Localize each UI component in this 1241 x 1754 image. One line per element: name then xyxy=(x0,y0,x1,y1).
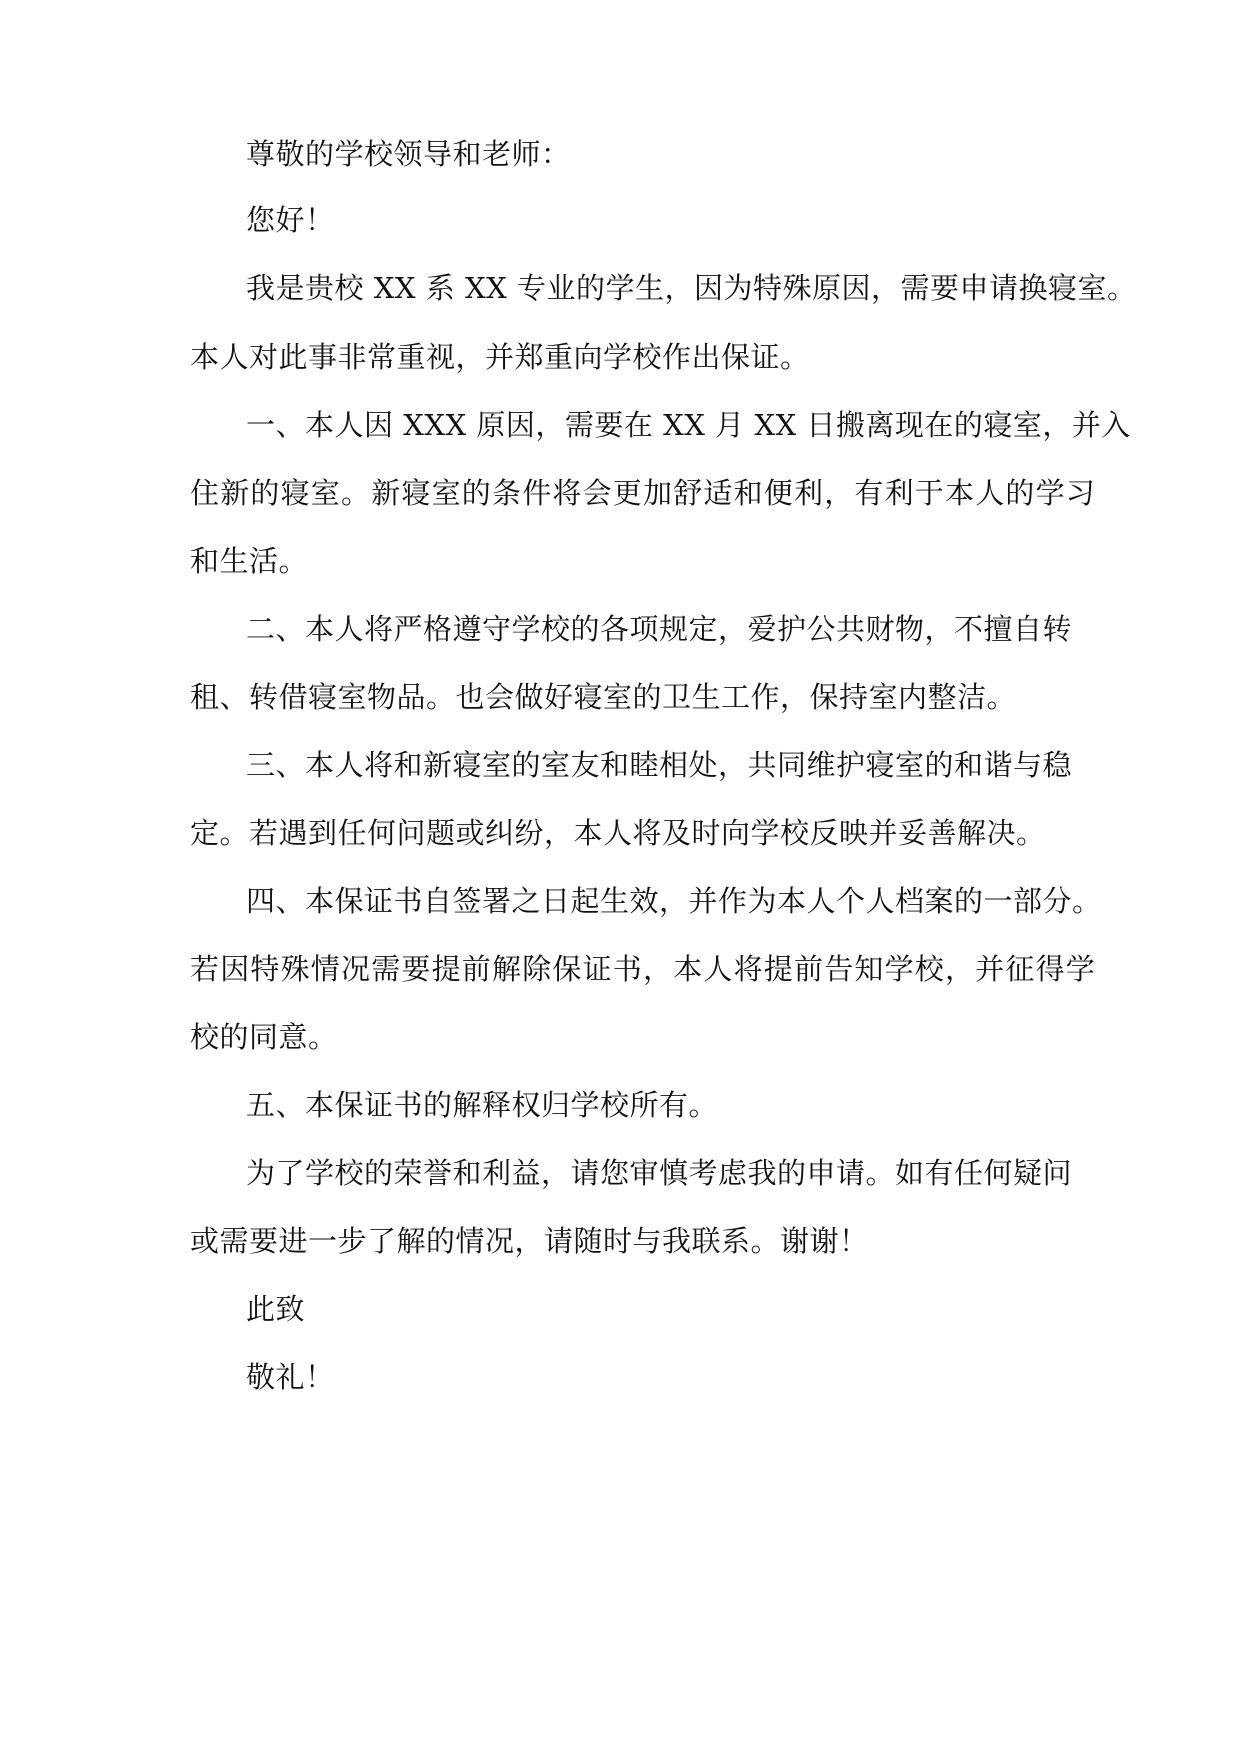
intro-line-1: 我是贵校 XX 系 XX 专业的学生，因为特殊原因，需要申请换寝室。 xyxy=(246,271,1137,305)
item-four-line-3: 校的同意。 xyxy=(190,1020,338,1054)
salutation: 尊敬的学校领导和老师： xyxy=(246,137,571,171)
item-one-line-1: 一、本人因 XXX 原因，需要在 XX 月 XX 日搬离现在的寝室，并入 xyxy=(246,408,1131,442)
closing-request-line-1: 为了学校的荣誉和利益，请您审慎考虑我的申请。如有任何疑问 xyxy=(246,1156,1073,1190)
sign-off-line-2: 敬礼！ xyxy=(246,1360,335,1394)
item-four-line-1: 四、本保证书自签署之日起生效，并作为本人个人档案的一部分。 xyxy=(246,884,1102,918)
item-four-line-2: 若因特殊情况需要提前解除保证书，本人将提前告知学校，并征得学 xyxy=(190,952,1097,986)
closing-request-line-2: 或需要进一步了解的情况，请随时与我联系。谢谢！ xyxy=(190,1224,869,1258)
sign-off-line-1: 此致 xyxy=(246,1292,306,1326)
item-three-line-2: 定。若遇到任何问题或纠纷，本人将及时向学校反映并妥善解决。 xyxy=(190,816,1046,850)
item-one-line-2: 住新的寝室。新寝室的条件将会更加舒适和便利，有利于本人的学习 xyxy=(190,476,1097,510)
greeting: 您好！ xyxy=(246,203,335,237)
item-five-line-1: 五、本保证书的解释权归学校所有。 xyxy=(246,1088,719,1122)
item-two-line-1: 二、本人将严格遵守学校的各项规定，爱护公共财物，不擅自转 xyxy=(246,612,1073,646)
item-two-line-2: 租、转借寝室物品。也会做好寝室的卫生工作，保持室内整洁。 xyxy=(190,680,1017,714)
intro-line-2: 本人对此事非常重视，并郑重向学校作出保证。 xyxy=(190,340,810,374)
item-three-line-1: 三、本人将和新寝室的室友和睦相处，共同维护寝室的和谐与稳 xyxy=(246,748,1073,782)
item-one-line-3: 和生活。 xyxy=(190,544,309,578)
